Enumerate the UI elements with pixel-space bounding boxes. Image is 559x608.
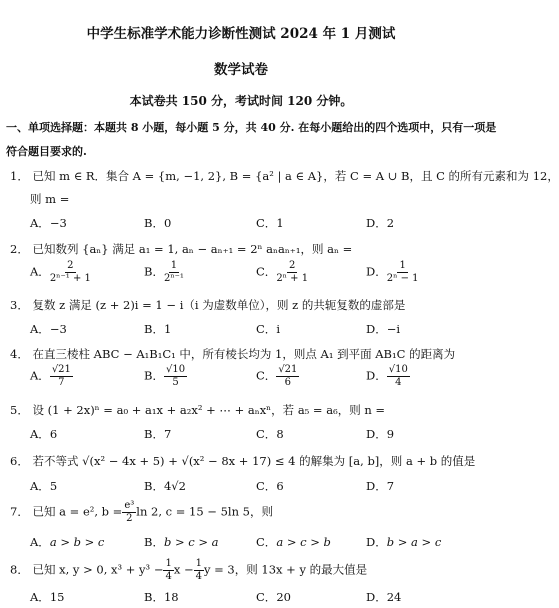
question-5 [10,402,385,418]
option-letter: B． [144,427,164,441]
option-text: −3 [49,216,67,230]
q5-option-c[interactable] [256,426,284,442]
q7-option-a[interactable] [30,534,104,550]
option-letter: D． [366,264,387,279]
question-1-stem-cont: 则 m = [30,192,70,206]
fraction: $\frac{\text{e³}}{2}$ [124,500,135,524]
fraction: $\frac{√21}{6}$ [278,364,298,388]
question-stem-cont: ln 2, c = 15 − 5ln 5，则 [136,504,273,519]
option-letter: C． [256,322,277,336]
question-stem-cont: x − [173,562,194,577]
option-letter: D． [366,535,387,549]
question-stem: 设 (1 + 2x)ⁿ = a₀ + a₁x + a₂x² + ⋯ + aₙxⁿ，若 a₅ = a₆，则 n = [32,403,386,417]
option-text: 15 [49,590,65,604]
q2-option-b[interactable] [144,260,184,285]
option-letter: B． [144,264,164,279]
option-letter: A． [30,368,50,383]
option-letter: C． [256,535,277,549]
question-stem: 已知 a = e², b = [32,504,123,519]
option-letter: C． [256,590,277,604]
option-letter: D． [366,216,387,230]
q4-option-b[interactable] [144,364,187,389]
fraction: $\frac{√10}{4}$ [388,364,408,388]
question-number: 2． [10,242,29,256]
q5-option-b[interactable] [144,426,171,442]
question-6 [10,453,475,469]
option-text: 9 [386,427,395,441]
q8-option-a[interactable] [30,589,64,605]
question-number: 1． [10,169,29,183]
option-letter: B． [144,535,164,549]
question-stem: 复数 z 满足 (z + 2)i = 1 − i（i 为虚数单位），则 z 的共轭复数的虚部是 [32,298,406,312]
option-letter: B． [144,216,164,230]
option-letter: A． [30,322,50,336]
question-1 [10,168,559,184]
question-stem: 已知 x, y > 0, x³ + y³ − [32,562,164,577]
option-text: 1 [276,216,284,230]
question-7 [10,500,273,525]
q4-option-a[interactable] [30,364,73,389]
exam-title: 中学生标准学术能力诊断性测试 2024 年 1 月测试 [86,26,396,42]
option-text: b > c > a [163,535,219,549]
option-letter: B． [144,368,164,383]
question-4 [10,346,455,362]
q6-option-d[interactable] [366,478,394,494]
option-letter: A． [30,590,50,604]
exam-info: 本试卷共 150 分，考试时间 120 分钟。 [129,94,353,108]
q3-option-b[interactable] [144,321,171,337]
fraction: $\frac{1}{4}$ [195,558,202,582]
question-stem: 若不等式 √(x² − 4x + 5) + √(x² − 8x + 17) ≤ 4 的解集为 [a, b]，则 a + b 的值是 [32,454,476,468]
question-stem: 已知 m ∈ R．集合 A = {m, −1, 2}, B = {a² | a ∈ A}，若 C = A ∪ B，且 C 的所有元素和为 12， [32,169,559,183]
fraction: $\frac{2}{\text{2ⁿ + 1}}$ [276,260,309,284]
q1-option-c[interactable] [256,215,284,231]
option-text: 2 [386,216,395,230]
section-heading-cont: 符合题目要求的. [6,145,87,158]
option-text: i [276,322,280,336]
option-letter: D． [366,479,387,493]
option-letter: D． [366,590,387,604]
option-text: −i [386,322,401,336]
option-text: 4√2 [163,479,186,493]
question-2 [10,241,352,257]
q5-option-a[interactable] [30,426,57,442]
q7-option-d[interactable] [366,534,441,550]
option-text: 1 [163,322,172,336]
q3-option-c[interactable] [256,321,280,337]
option-letter: C． [256,216,277,230]
question-number: 5． [10,403,29,417]
question-3 [10,297,405,313]
option-letter: B． [144,479,164,493]
question-stem-end: y = 3，则 13x + y 的最大值是 [203,562,368,577]
option-letter: A． [30,216,50,230]
q8-option-d[interactable] [366,589,401,605]
option-letter: D． [366,427,387,441]
q7-option-c[interactable] [256,534,331,550]
option-text: 7 [386,479,395,493]
option-text: 7 [163,427,172,441]
q1-option-d[interactable] [366,215,394,231]
option-letter: A． [30,479,50,493]
option-text: b > a > c [386,535,442,549]
option-letter: A． [30,264,50,279]
option-letter: A． [30,535,50,549]
q1-option-b[interactable] [144,215,171,231]
option-letter: D． [366,322,387,336]
option-letter: A． [30,427,50,441]
q1-option-a[interactable] [30,215,67,231]
q4-option-c[interactable] [256,364,299,389]
q3-option-d[interactable] [366,321,400,337]
q7-option-b[interactable] [144,534,219,550]
option-letter: C． [256,427,277,441]
option-letter: B． [144,322,164,336]
q6-option-b[interactable] [144,478,186,494]
q6-option-a[interactable] [30,478,57,494]
option-text: 5 [49,479,58,493]
option-letter: C． [256,479,277,493]
option-text: a > b > c [49,535,105,549]
option-text: 20 [276,590,291,604]
question-number: 4． [10,347,29,361]
option-letter: B． [144,590,164,604]
q8-option-b[interactable] [144,589,179,605]
section-heading: 一、单项选择题：本题共 8 小题，每小题 5 分，共 40 分. 在每小题给出的四个选项中，只有一项是 [6,121,497,134]
q6-option-c[interactable] [256,478,284,494]
fraction: $\frac{2}{\text{2ⁿ⁻¹ + 1}}$ [49,260,91,284]
option-text: 6 [49,427,58,441]
option-text: 6 [276,479,284,493]
fraction: $\frac{1}{4}$ [165,558,172,582]
option-letter: C． [256,368,277,383]
option-text: 0 [163,216,172,230]
question-stem: 在直三棱柱 ABC − A₁B₁C₁ 中，所有棱长均为 1，则点 A₁ 到平面 AB₁C 的距离为 [32,347,456,361]
question-number: 7． [10,504,29,519]
subject-title: 数学试卷 [214,62,268,78]
q2-option-c[interactable] [256,260,308,285]
option-text: 18 [163,590,179,604]
option-letter: C． [256,264,277,279]
option-text: 8 [276,427,284,441]
fraction: $\frac{1}{\text{2ⁿ⁻¹}}$ [163,260,184,284]
option-letter: D． [366,368,387,383]
fraction: $\frac{√21}{7}$ [51,364,71,388]
q5-option-d[interactable] [366,426,394,442]
question-8 [10,558,367,583]
question-number: 8． [10,562,29,577]
option-text: a > c > b [276,535,331,549]
fraction: $\frac{√10}{5}$ [165,364,186,388]
q8-option-c[interactable] [256,589,291,605]
q3-option-a[interactable] [30,321,67,337]
question-number: 6． [10,454,29,468]
q2-option-a[interactable] [30,260,91,285]
option-text: −3 [49,322,67,336]
option-text: 24 [386,590,402,604]
question-number: 3． [10,298,29,312]
fraction: $\frac{1}{\text{2ⁿ − 1}}$ [386,260,419,284]
q4-option-d[interactable] [366,364,410,389]
question-stem: 已知数列 {aₙ} 满足 a₁ = 1, aₙ − aₙ₊₁ = 2ⁿ aₙaₙ₊₁，则 aₙ = [32,242,353,256]
q2-option-d[interactable] [366,260,419,285]
